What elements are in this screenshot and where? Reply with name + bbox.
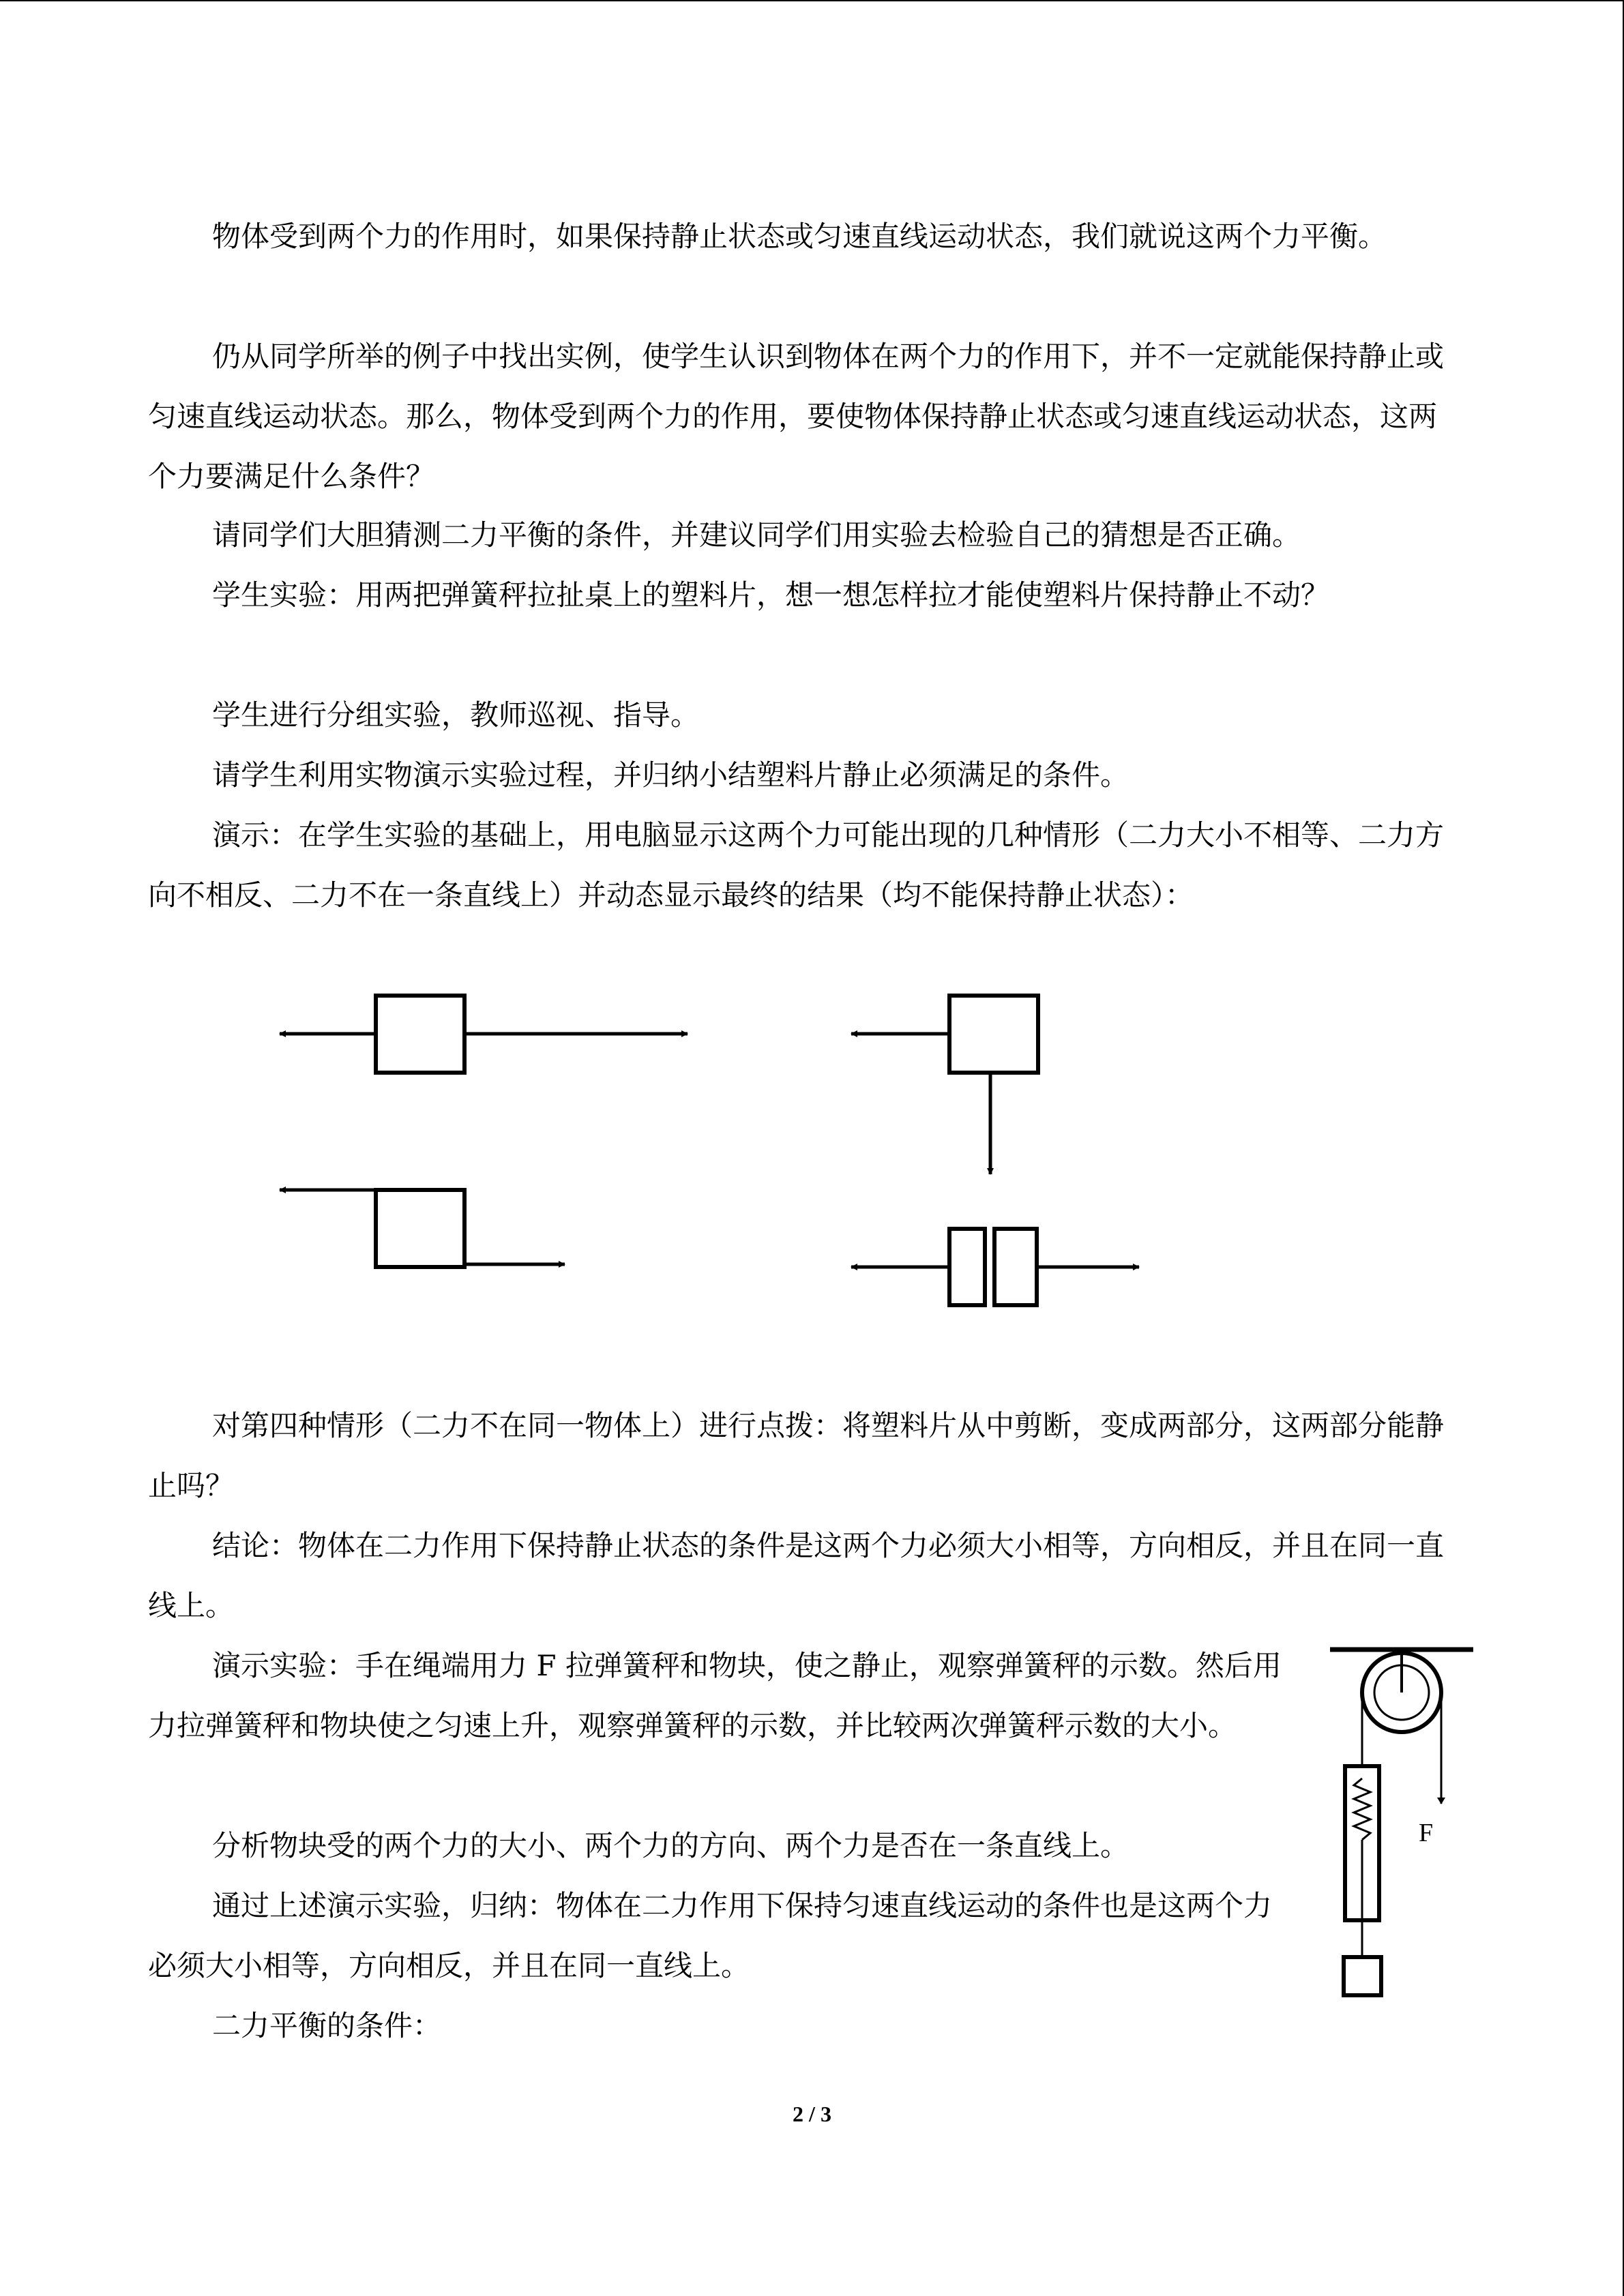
paragraph-7: 演示：在学生实验的基础上，用电脑显示这两个力可能出现的几种情形（二力大小不相等、二力方向不相反、二力不在一条直线上）并动态显示最终的结果（均不能保持静止状态）：	[148, 818, 1445, 912]
paragraph-12: 通过上述演示实验，归纳：物体在二力作用下保持匀速直线运动的条件也是这两个力必须大小相等，方向相反，并且在同一直线上。	[148, 1889, 1273, 1982]
diagram-offset-forces	[280, 1190, 565, 1267]
pulley-spring-figure	[1323, 1637, 1487, 2018]
paragraph-13: 二力平衡的条件：	[212, 2009, 442, 2042]
paragraph-9: 结论：物体在二力作用下保持静止状态的条件是这两个力必须大小相等，方向相反，并且在同一直线上。	[148, 1529, 1445, 1622]
block-weight	[1344, 1957, 1381, 1995]
paragraph-10: 演示实验：手在绳端用力 F 拉弹簧秤和物块，使之静止，观察弹簧秤的示数。然后用力拉弹簧秤和物块使之匀速上升，观察弹簧秤的示数，并比较两次弹簧秤示数的大小。	[148, 1649, 1282, 1742]
force-diagrams	[259, 975, 1166, 1330]
spring-coil	[1354, 1778, 1370, 1840]
paragraph-5: 学生进行分组实验，教师巡视、指导。	[212, 698, 700, 732]
diagram-unequal-forces	[280, 996, 688, 1073]
paragraph-6: 请学生利用实物演示实验过程，并归纳小结塑料片静止必须满足的条件。	[212, 758, 1130, 792]
paragraph-3: 请同学们大胆猜测二力平衡的条件，并建议同学们用实验去检验自己的猜想是否正确。	[212, 518, 1301, 552]
paragraph-2: 仍从同学所举的例子中找出实例，使学生认识到物体在两个力的作用下，并不一定就能保持静止或匀速直线运动状态。那么，物体受到两个力的作用，要使物体保持静止状态或匀速直线运动状态，这两个力要满足什么条件？	[148, 340, 1445, 493]
paragraph-8: 对第四种情形（二力不在同一物体上）进行点拨：将塑料片从中剪断，变成两部分，这两部分能静止吗？	[148, 1409, 1445, 1502]
page-number: 2 / 3	[793, 2102, 831, 2126]
diagram-non-opposite-forces	[851, 996, 1038, 1174]
paragraph-1: 物体受到两个力的作用时，如果保持静止状态或匀速直线运动状态，我们就说这两个力平衡。	[212, 220, 1387, 253]
diagram-split-bodies	[851, 1229, 1139, 1305]
paragraph-4: 学生实验：用两把弹簧秤拉扯桌上的塑料片，想一想怎样拉才能使塑料片保持静止不动？	[212, 578, 1330, 612]
paragraph-11: 分析物块受的两个力的大小、两个力的方向、两个力是否在一条直线上。	[212, 1829, 1130, 1862]
force-label: F	[1419, 1819, 1434, 1847]
